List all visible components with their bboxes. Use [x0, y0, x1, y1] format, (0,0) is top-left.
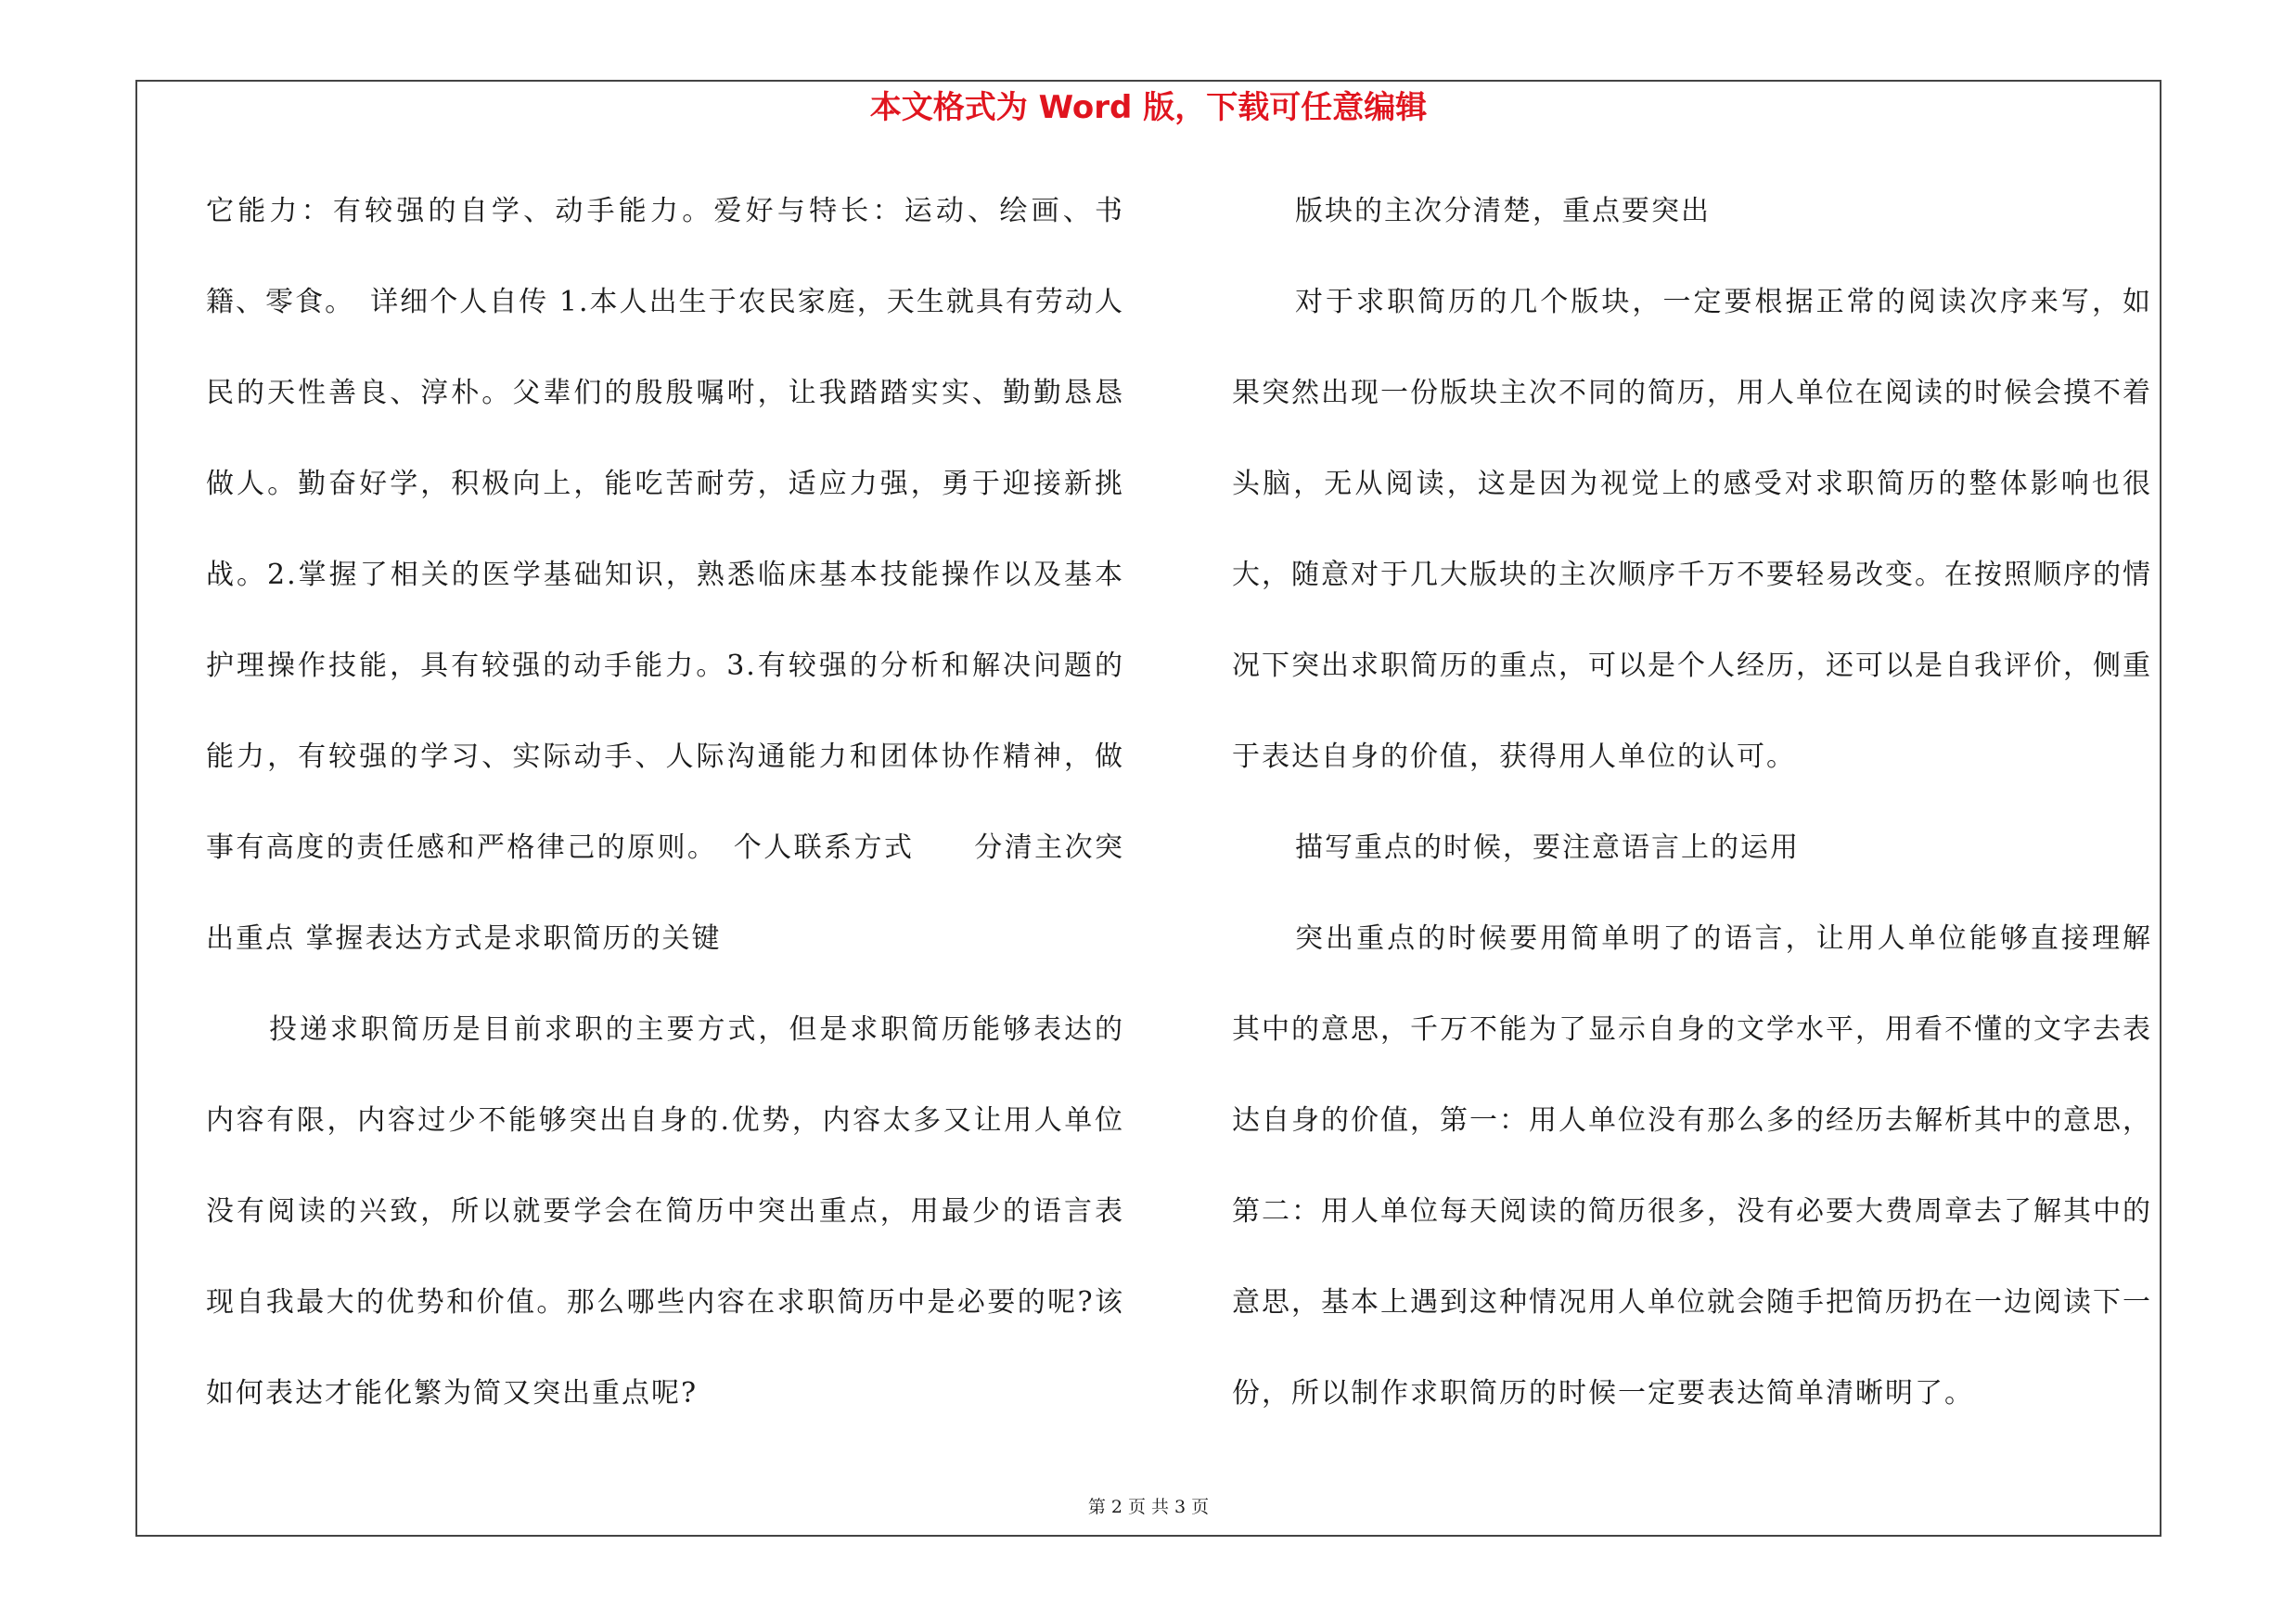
right-column	[1232, 166, 2152, 1439]
page-number: 第 2 页 共 3 页	[1087, 1497, 1210, 1517]
section-heading-priority: 版块的主次分清楚，重点要突出	[1295, 195, 1711, 227]
paragraph-plain-language: 突出重点的时候要用简单明了的语言，让用人单位能够直接理解其中的意思，千万不能为了显示自身的文学水平，用看不懂的文字去表达自身的价值，第一：用人单位没有那么多的经历去解析其中的意思，第二：用人单位每天阅读的简历很多，没有必要大费周章去了解其中的意思，基本上遇到这种情况用人单位就会随手把简历扔在一边阅读下一份，所以制作求职简历的时候一定要表达简单清晰明了。	[1232, 922, 2152, 1410]
paragraph-resume-intro: 投递求职简历是目前求职的主要方式，但是求职简历能够表达的内容有限，内容过少不能够突出自身的.优势，内容太多又让用人单位没有阅读的兴致，所以就要学会在简历中突出重点，用最少的语言表现自我最大的优势和价值。那么哪些内容在求职简历中是必要的呢?该如何表达才能化繁为简又突出重点呢?	[206, 1013, 1124, 1410]
paragraph-skills-autobiography: 它能力：有较强的自学、动手能力。爱好与特长：运动、绘画、书籍、零食。 详细个人自传 1.本人出生于农民家庭，天生就具有劳动人民的天性善良、淳朴。父辈们的殷殷嘱咐，让我踏踏实实、勤勤恳恳做人。勤奋好学，积极向上，能吃苦耐劳，适应力强，勇于迎接新挑战。2.掌握了相关的医学基础知识，熟悉临床基本技能操作以及基本护理操作技能，具有较强的动手能力。3.有较强的分析和解决问题的能力，有较强的学习、实际动手、人际沟通能力和团体协作精神，做事有高度的责任感和严格律己的原则。 个人联系方式 分清主次突出重点 掌握表达方式是求职简历的关键	[206, 195, 1124, 955]
format-banner: 本文格式为 Word 版，下载可任意编辑	[869, 89, 1428, 126]
paragraph-section-order: 对于求职简历的几个版块，一定要根据正常的阅读次序来写，如果突然出现一份版块主次不同的简历，用人单位在阅读的时候会摸不着头脑，无从阅读，这是因为视觉上的感受对求职简历的整体影响也很大，随意对于几大版块的主次顺序千万不要轻易改变。在按照顺序的情况下突出求职简历的重点，可以是个人经历，还可以是自我评价，侧重于表达自身的价值，获得用人单位的认可。	[1232, 286, 2152, 773]
section-heading-language: 描写重点的时候，要注意语言上的运用	[1295, 831, 1800, 864]
left-column	[206, 166, 1124, 1439]
